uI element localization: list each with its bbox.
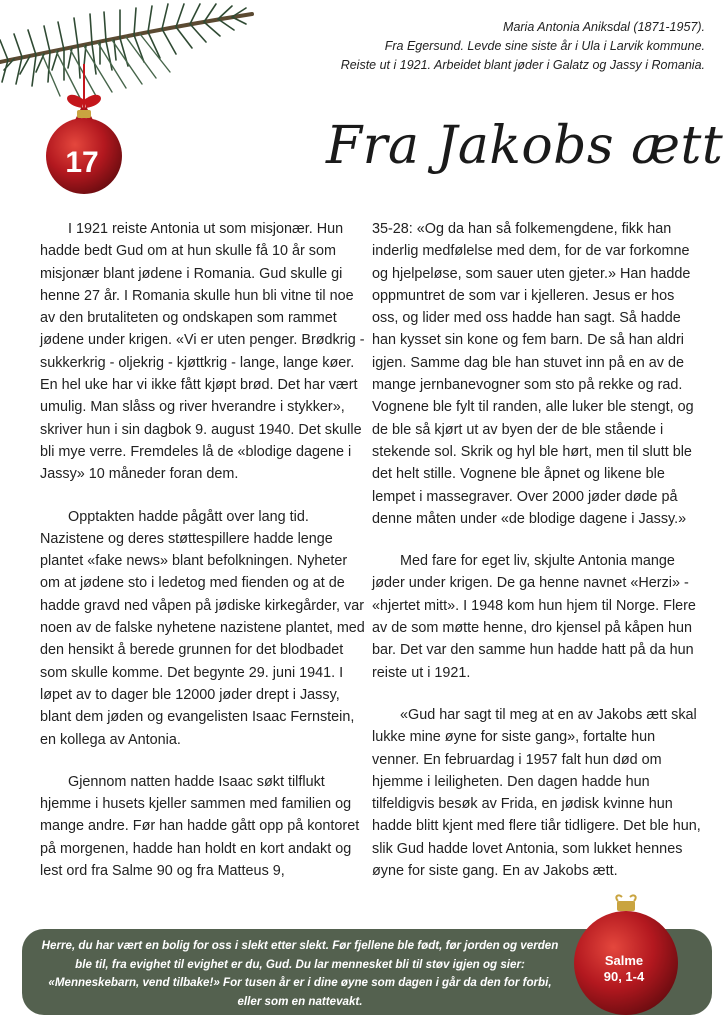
- intro-line-3: Reiste ut i 1921. Arbeidet blant jøder i Galatz og Jassy i Romania.: [340, 58, 705, 72]
- text-column-left: [40, 218, 370, 902]
- text-column-right: [372, 218, 702, 902]
- intro-line-2: Fra Egersund. Levde sine siste år i Ula i Larvik kommune.: [384, 39, 705, 53]
- paragraph: Gjennom natten hadde Isaac søkt tilflukt hjemme i husets kjeller sammen med familien og mange andre. Før han hadde gått opp på kontoret på morgenen, hadde han holdt en kort andakt og lest ord fra Salme 90 og fra Matteus 9,: [40, 773, 360, 880]
- paragraph: Med fare for eget liv, skjulte Antonia mange jøder under krigen. De ga henne navnet «Herzi» - «hjertet mitt». I 1948 kom hun hjem til Norge. Flere av de som møtte henne, dro kjensel på kåpen hun bar. Det var den samme hun hadde hatt på da hun reiste ut i 1921.: [372, 553, 696, 681]
- paragraph: I 1921 reiste Antonia ut som misjonær. Hun hadde bedt Gud om at hun skulle få 10 år som misjonær blant jødene i Romania. Gud skulle gi henne 27 år. I Romania skulle hun bli vitne til noe av den brutaliteten og ondskapen som rammet jødene under krigen. «Vi er uten penger. Brødkrig - sukkerkrig - oljekrig - kjøttkrig - lange, lange køer. En hel uke har vi ikke fått kjøpt brød. Det har vært umulig. Man slåss og river hverandre i stykker», skriver hun i sin dagbok 9. august 1940. Det skulle bli mye verre. Fremdeles lå de «blodige dagene i Jassy» 10 måneder foran dem.: [40, 221, 365, 483]
- intro-caption: [300, 18, 705, 75]
- paragraph: Opptakten hadde pågått over lang tid. Nazistene og deres støttespillere hadde lenge plantet «fake news» blant befolkningen. Nyheter om at jødene sto i ledetog med fienden og at de hadde gravd ned våpen på jødiske kirkegårder, var noen av de falske nyhetene nazistene plantet, med den hensikt å berede grunnen for det blodbadet som skulle komme. Det begynte 29. juni 1941. I løpet av to dager ble 12000 jøder drept i Jassy, blant dem jøden og evangelisten Isaac Fernstein, en kollega av Antonia.: [40, 508, 365, 748]
- page-title: Fra Jakobs ætt: [326, 116, 724, 176]
- intro-line-1: Maria Antonia Aniksdal (1871-1957).: [503, 20, 705, 34]
- day-number: 17: [65, 146, 99, 179]
- fir-branch-icon: [0, 0, 270, 200]
- paragraph: «Gud har sagt til meg at en av Jakobs ætt skal lukke mine øyne for siste gang», fortalte hun venner. En februardag i 1957 falt hun død om hjemme i leiligheten. Den dagen hadde hun tilfeldigvis besøk av Frida, en jødisk kvinne hun hadde blitt kjent med flere tiår tidligere. Det ble hun, slik Gud hadde lovet Antonia, som lukket hennes øyne for siste gang. En av Jakobs ætt.: [372, 706, 701, 880]
- scripture-verse: Herre, du har vært en bolig for oss i slekt etter slekt. Før fjellene ble født, før jorden og verden ble til, fra evighet til evighet er du, Gud. Du lar mennesket bli til støv igjen og sier: «Menneskebarn, vend tilbake!» For tusen år er i dine øyne som dagen i går da den for forbi, eller som en nattevakt.: [41, 939, 559, 1008]
- psalm-reference-line-1: Salme: [604, 953, 644, 968]
- psalm-reference: [580, 953, 668, 985]
- paragraph: 35-28: «Og da han så folkemengdene, fikk han inderlig medfølelse med dem, for de var forkomne og hjelpeløse, som sauer uten gjeter.» Han hadde oppmuntret de som var i kjelleren. Jesus er hos oss, og lider med oss hadde han sagt. Så hadde han kysset sin kone og fem barn. De så han aldri igjen. Samme dag ble han stuvet inn på en av de mange jernbanevogner som sto på rekke og rad. Vognene ble fylt til randen, alle luker ble stengt, og de ble så kjørt ut av byen der de ble stående i stekende sol. Skrik og hyl ble hørt, men til slutt ble det helt stille. Vognene ble åpnet og likene ble lempet i massegraver. Over 2000 jøder døde på denne måten under «de blodige dagene i Jassy.»: [372, 221, 694, 527]
- psalm-reference-line-2: 90, 1-4: [603, 969, 645, 984]
